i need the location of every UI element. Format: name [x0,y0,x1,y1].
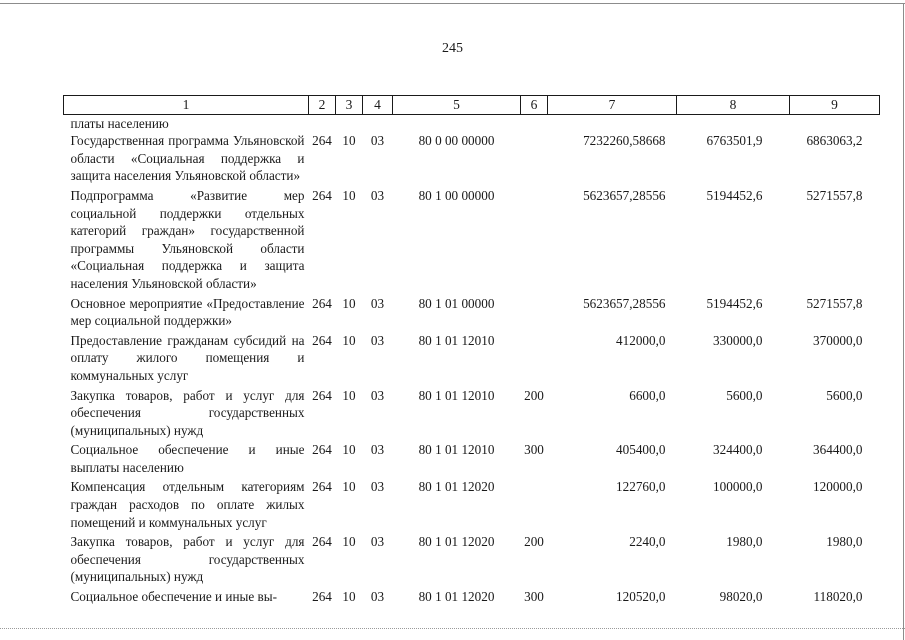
cell-admin-code: 264 [312,187,332,203]
header-cell: 9 [790,96,880,115]
cell-target-code: 80 1 01 12010 [418,332,495,348]
cell-admin-code: 264 [312,133,332,149]
page-border-bottom [0,628,905,629]
cell-target-code: 80 0 00 00000 [418,133,495,149]
table-row [64,387,880,442]
cell-expense-type [521,478,548,533]
cell-admin-code: 264 [312,589,332,605]
cell-target-code: 80 1 01 12020 [418,479,495,495]
cell-subsection: 03 [370,133,385,149]
cell-amount-year1: 412000,0 [616,332,666,348]
header-cell: 6 [521,96,548,115]
cell-amount-year2: 5194452,6 [706,295,763,311]
row-name: Закупка товаров, работ и услуг для обеспечения государственных (муниципальных) нужд [70,387,305,438]
cell-amount-year1: 5623657,28556 [583,187,666,203]
page-border-top [0,3,905,4]
cell-amount-year2: 6763501,9 [706,133,763,149]
cell-expense-type [521,332,548,387]
cell-amount-year3: 5271557,8 [806,187,863,203]
cell-section: 10 [342,589,356,605]
table-row [64,187,880,295]
cell-amount-year1: 7232260,58668 [583,133,666,149]
table-row [64,478,880,533]
header-cell: 4 [363,96,393,115]
cell-amount-year2: 98020,0 [719,589,763,605]
cell-amount-year3: 5600,0 [826,387,863,403]
cell-amount-year3: 1980,0 [826,534,863,550]
header-cell: 7 [548,96,677,115]
cell-section: 10 [342,187,356,203]
table-row [64,132,880,187]
row-name: Социальное обеспечение и иные вы- [70,589,277,605]
cell-admin-code: 264 [312,295,332,311]
header-cell: 3 [336,96,363,115]
cell-section: 10 [342,295,356,311]
cell-target-code: 80 1 01 12010 [418,442,495,458]
cell-amount-year3: 364400,0 [813,442,863,458]
page-number: 245 [442,41,463,56]
cell-amount-year2: 5194452,6 [706,187,763,203]
row-name: Закупка товаров, работ и услуг для обеспечения государственных (муниципальных) нужд [70,534,305,585]
cell-admin-code: 264 [312,534,332,550]
cell-subsection: 03 [370,295,385,311]
cell-subsection: 03 [370,187,385,203]
table-row [64,332,880,387]
budget-table [63,95,880,608]
cell-amount-year2: 330000,0 [713,332,763,348]
cell-amount-year1: 6600,0 [629,387,666,403]
cell-subsection: 03 [370,387,385,403]
cell-expense-type [521,187,548,295]
cell-amount-year3: 120000,0 [813,479,863,495]
cell-section: 10 [342,442,356,458]
header-cell: 8 [677,96,790,115]
row-name: Предоставление гражданам субсидий на оплату жилого помещения и коммунальных услуг [70,332,305,383]
row-name: Подпрограмма «Развитие мер социальной поддержки отдельных категорий граждан» государственной программы Ульяновской области «Социальная поддержка и защита населения Ульяновской области» [70,187,305,291]
cell-amount-year2: 5600,0 [726,387,763,403]
cell-section: 10 [342,534,356,550]
cell-amount-year1: 405400,0 [616,442,666,458]
cell-amount-year2: 1980,0 [726,534,763,550]
continuation-row [64,114,880,132]
cell-admin-code: 264 [312,387,332,403]
header-cell: 2 [309,96,336,115]
cell-amount-year2: 324400,0 [713,442,763,458]
cell-amount-year3: 118020,0 [813,589,863,605]
table-row [64,533,880,588]
cell-expense-type [521,132,548,187]
cell-section: 10 [342,387,356,403]
cell-amount-year3: 5271557,8 [806,295,863,311]
cell-subsection: 03 [370,442,385,458]
cell-subsection: 03 [370,589,385,605]
row-name: Социальное обеспечение и иные выплаты населению [70,442,305,475]
cell-section: 10 [342,479,356,495]
cell-expense-type: 200 [524,387,544,403]
row-name: Государственная программа Ульяновской области «Социальная поддержка и защита населения Ульяновской области» [70,133,305,184]
header-cell: 1 [64,96,309,115]
cell-admin-code: 264 [312,442,332,458]
cell-amount-year2: 100000,0 [713,479,763,495]
cell-amount-year3: 370000,0 [813,332,863,348]
cell-subsection: 03 [370,479,385,495]
cell-target-code: 80 1 01 12020 [418,589,495,605]
row-name: платы населению [70,115,169,131]
cell-amount-year3: 6863063,2 [806,133,863,149]
row-name: Компенсация отдельным категориям граждан расходов по оплате жилых помещений и коммунальных услуг [70,479,305,530]
cell-subsection: 03 [370,534,385,550]
cell-target-code: 80 1 00 00000 [418,187,495,203]
cell-section: 10 [342,332,356,348]
cell-target-code: 80 1 01 12010 [418,387,495,403]
cell-admin-code: 264 [312,332,332,348]
table-row [64,588,880,608]
row-name: Основное мероприятие «Предоставление мер социальной поддержки» [70,295,305,329]
cell-amount-year1: 2240,0 [629,534,666,550]
cell-section: 10 [342,133,356,149]
cell-expense-type [521,295,548,332]
table-row [64,441,880,478]
table-body [64,114,880,608]
page-border-right [903,3,904,640]
header-row [64,96,880,115]
cell-amount-year1: 120520,0 [616,589,666,605]
cell-admin-code: 264 [312,479,332,495]
cell-amount-year1: 122760,0 [616,479,666,495]
cell-amount-year1: 5623657,28556 [583,295,666,311]
cell-expense-type: 300 [524,589,544,605]
cell-expense-type: 200 [524,534,544,550]
cell-expense-type: 300 [524,442,544,458]
cell-subsection: 03 [370,332,385,348]
cell-target-code: 80 1 01 00000 [418,295,495,311]
table-row [64,295,880,332]
header-cell: 5 [393,96,521,115]
cell-target-code: 80 1 01 12020 [418,534,495,550]
